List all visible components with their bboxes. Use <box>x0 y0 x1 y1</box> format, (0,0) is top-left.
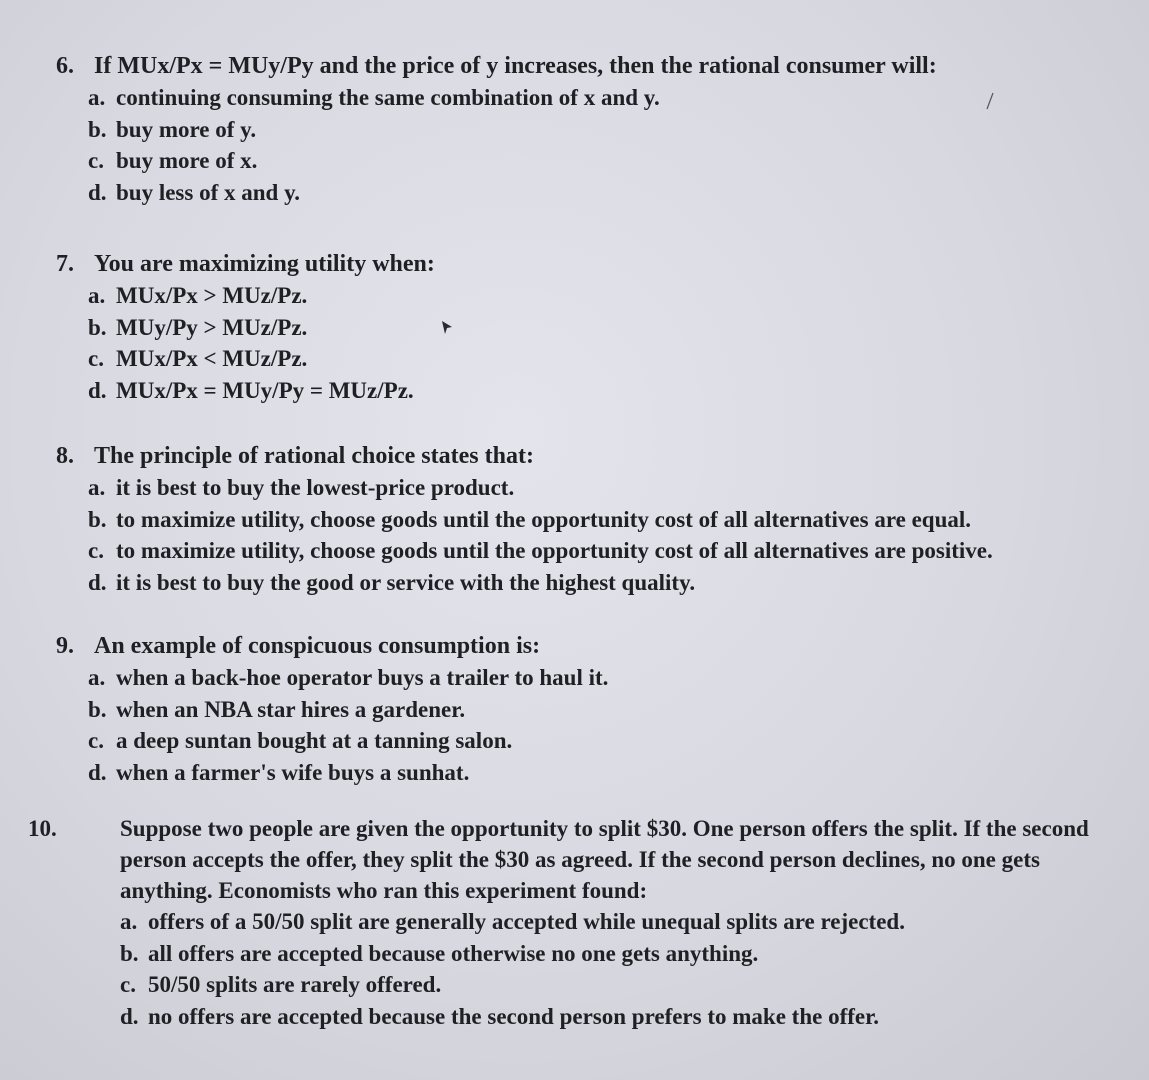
question-stem <box>56 440 1116 472</box>
option-text: to maximize utility, choose goods until the opportunity cost of all alternatives are equal. <box>116 506 972 532</box>
option-letter: a. <box>88 283 106 308</box>
question-7 <box>56 248 1116 406</box>
option-a <box>88 472 1116 504</box>
option-letter: b. <box>88 116 107 142</box>
option-b <box>88 312 1116 344</box>
option-letter: a. <box>88 475 106 500</box>
question-stem <box>56 248 1116 280</box>
question-text: An example of conspicuous consumption is: <box>94 633 541 659</box>
option-letter: d. <box>120 1003 139 1029</box>
answer-options <box>56 280 1116 406</box>
option-text: continuing consuming the same combination of x and y. <box>116 85 660 110</box>
question-6 <box>56 50 1116 208</box>
option-c <box>120 969 1134 1001</box>
option-text: it is best to buy the lowest-price product. <box>116 475 515 500</box>
pen-mark-icon <box>984 92 996 110</box>
question-number: 7. <box>56 251 74 277</box>
option-text: when a farmer's wife buys a sunhat. <box>116 759 470 785</box>
answer-options <box>74 906 1134 1032</box>
question-text: The principle of rational choice states that: <box>94 443 534 469</box>
option-text: offers of a 50/50 split are generally accepted while unequal splits are rejected. <box>148 909 905 934</box>
option-text: MUx/Px = MUy/Py = MUz/Pz. <box>116 377 414 403</box>
option-text: 50/50 splits are rarely offered. <box>148 972 442 997</box>
option-text: buy more of y. <box>116 116 257 142</box>
option-text: when a back-hoe operator buys a trailer to haul it. <box>116 665 609 690</box>
answer-options <box>56 82 1116 208</box>
option-text: no offers are accepted because the second person prefers to make the offer. <box>148 1003 879 1029</box>
option-text: MUx/Px < MUz/Pz. <box>116 346 308 371</box>
option-letter: d. <box>88 569 107 595</box>
option-letter: b. <box>120 940 139 966</box>
question-8 <box>56 440 1116 598</box>
option-text: buy more of x. <box>116 148 258 173</box>
option-d <box>88 757 1116 789</box>
option-c <box>88 535 1116 567</box>
option-c <box>88 145 1116 177</box>
question-9 <box>56 630 1116 788</box>
option-text: buy less of x and y. <box>116 179 301 205</box>
option-letter: a. <box>120 909 138 934</box>
option-d <box>120 1001 1134 1033</box>
option-a <box>88 280 1116 312</box>
option-letter: d. <box>88 377 107 403</box>
cursor-arrow-icon <box>440 320 454 336</box>
question-number: 9. <box>56 633 74 659</box>
question-stem <box>56 50 1116 82</box>
option-letter: a. <box>88 665 106 690</box>
option-b <box>88 694 1116 726</box>
question-stem <box>28 813 1100 906</box>
option-b <box>88 114 1116 146</box>
option-c <box>88 725 1116 757</box>
question-text: Suppose two people are given the opportunity to split $30. One person offers the split. If the second person accepts the offer, they split the $30 as agreed. If the second person declines, no one gets anything. Economists who ran this experiment found: <box>120 816 1089 903</box>
option-letter: d. <box>88 179 107 205</box>
option-letter: b. <box>88 696 107 722</box>
answer-options <box>56 662 1116 788</box>
option-letter: c. <box>88 538 104 563</box>
option-text: to maximize utility, choose goods until the opportunity cost of all alternatives are positive. <box>116 538 993 563</box>
option-text: MUx/Px > MUz/Pz. <box>116 283 308 308</box>
option-text: it is best to buy the good or service with the highest quality. <box>116 569 696 595</box>
option-letter: b. <box>88 314 107 340</box>
option-text: all offers are accepted because otherwise no one gets anything. <box>148 940 759 966</box>
question-number: 6. <box>56 53 74 79</box>
option-letter: c. <box>120 972 136 997</box>
answer-options <box>56 472 1116 598</box>
question-10 <box>28 813 1134 1032</box>
option-letter: c. <box>88 346 104 371</box>
option-text: a deep suntan bought at a tanning salon. <box>116 728 513 753</box>
option-letter: c. <box>88 148 104 173</box>
option-b <box>120 938 1134 970</box>
option-b <box>88 504 1116 536</box>
option-text: when an NBA star hires a gardener. <box>116 696 466 722</box>
option-letter: a. <box>88 85 106 110</box>
option-letter: d. <box>88 759 107 785</box>
option-a <box>120 906 1134 938</box>
option-d <box>88 177 1116 209</box>
option-d <box>88 567 1116 599</box>
question-text: You are maximizing utility when: <box>94 251 435 277</box>
option-letter: c. <box>88 728 104 753</box>
option-letter: b. <box>88 506 107 532</box>
question-text: If MUx/Px = MUy/Py and the price of y increases, then the rational consumer will: <box>94 53 937 79</box>
question-number: 10. <box>28 816 57 841</box>
question-stem <box>56 630 1116 662</box>
option-c <box>88 343 1116 375</box>
question-number: 8. <box>56 443 74 469</box>
option-d <box>88 375 1116 407</box>
option-a <box>88 82 1116 114</box>
option-a <box>88 662 1116 694</box>
option-text: MUy/Py > MUz/Pz. <box>116 314 308 340</box>
